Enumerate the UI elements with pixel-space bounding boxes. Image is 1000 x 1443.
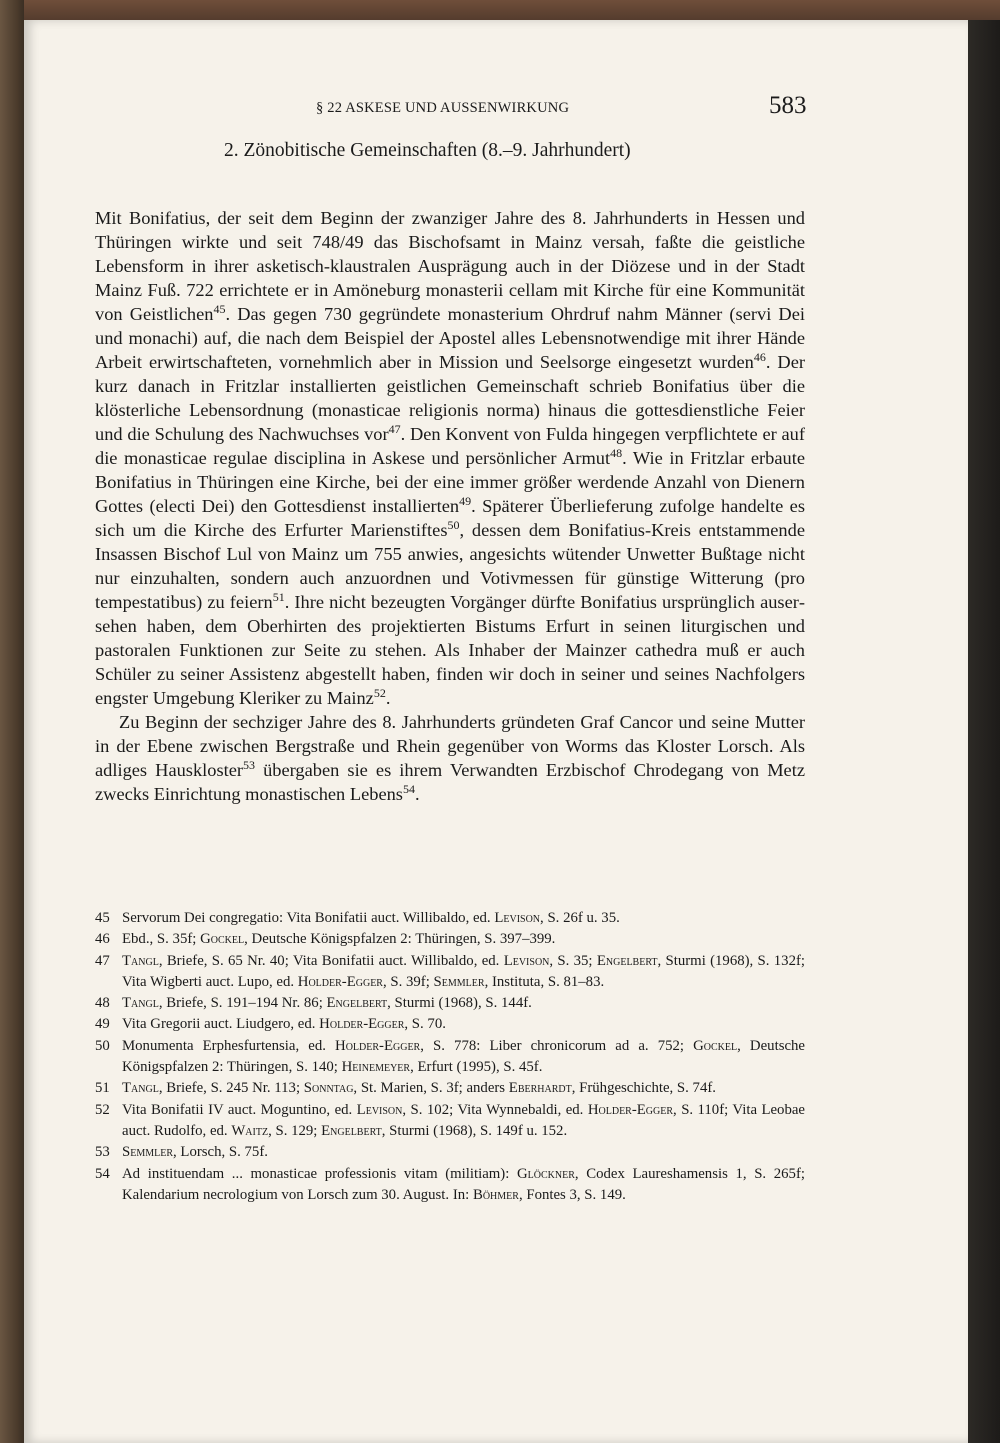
running-head: § 22 ASKESE UND AUSSENWIRKUNG — [316, 100, 570, 116]
footnote-author: Holder-Egger — [587, 1101, 674, 1118]
p1-text-9: . — [385, 688, 391, 708]
footnote-number: 48 — [95, 995, 110, 1012]
footnote-author: Semmler — [122, 1144, 174, 1161]
paragraph-2 — [95, 710, 805, 806]
footnote-author: Gockel — [200, 931, 245, 948]
footnote-text: , Sturmi (1968), S. 149f u. 152. — [381, 1122, 568, 1139]
p2-text-3: . — [414, 784, 420, 804]
footnote-ref-50: 50 — [447, 518, 460, 532]
footnote-author: Gockel — [693, 1037, 738, 1054]
section-heading: 2. Zönobitische Gemeinschaften (8.–9. Jahrhundert) — [224, 140, 631, 161]
footnote-number: 53 — [95, 1144, 110, 1161]
p1-text-2: . Das gegen 730 gegründete monasterium Ohrdruf nahm Männer (servi Dei und monachi) auf, die nach dem Beispiel der Apostel alles Lebensnotwendige mit ihrer Hände Arbeit erwirtschafteten, vornehmlich aber in Mission und Seelsorge eingesetzt wurden — [95, 304, 805, 372]
footnote-author: Holder-Egger — [297, 973, 383, 990]
footnote-author: Holder-Egger — [319, 1016, 405, 1033]
footnote-text: , Frühgeschichte, S. 74f. — [571, 1080, 716, 1097]
footnote-45 — [95, 908, 805, 929]
footnote-text: , Lorsch, S. 75f. — [173, 1144, 268, 1161]
footnote-text: Vita Gregorii auct. Liudgero, ed. — [122, 1016, 320, 1033]
footnote-52 — [95, 1100, 805, 1143]
footnote-text: , Deutsche Königspfalzen 2: Thüringen, S. 397–399. — [244, 931, 556, 948]
footnote-text: , Briefe, S. 245 Nr. 113; — [158, 1080, 304, 1097]
p1-text-8: . Ihre nicht bezeugten Vorgänger dürfte Bonifatius ursprünglich ausersehen haben, dem Oberhirten des projektierten Bistums Erfurt in seinen liturgischen und pastoralen Funktionen zur Seite zu stehen. Als Inhaber der Mainzer cathedra muß er auch Schüler zu seiner Assistenz abgestellt haben, finden wir doch in seiner und seines Nachfolgers engster Umgebung Kleriker zu Mainz — [95, 592, 805, 708]
footnote-number: 51 — [95, 1080, 110, 1097]
footnote-text: , Instituta, S. 81–83. — [484, 973, 605, 990]
p1-text-6: . Späterer Überlieferung zufolge handelte es sich um die Kirche des Erfurter Marienstiftes — [95, 496, 805, 540]
footnote-text: , Erfurt (1995), S. 45f. — [410, 1059, 543, 1076]
footnote-author: Levison — [503, 952, 550, 969]
footnote-author: Tangl — [122, 952, 159, 969]
footnote-ref-49: 49 — [459, 494, 472, 508]
p1-text-1: Mit Bonifatius, der seit dem Beginn der zwanziger Jahre des 8. Jahrhunderts in Hessen und Thüringen wirkte und seit 748/49 das Bischofsamt in Mainz versah, faßte die geistliche Lebensform in ihrer asketisch-klaustralen Ausprägung auch in der Diözese und in der Stadt Mainz Fuß. 722 errichtete er in Amöneburg monasterii cellam mit Kirche für eine Kommunität von Geistlichen — [95, 208, 805, 324]
footnote-text: , Codex Laureshamensis 1, S. 265f; Kalendarium necrologium von Lorsch zum 30. August. In: — [122, 1165, 805, 1203]
footnote-text: Ebd., S. 35f; — [122, 931, 201, 948]
footnote-text: Ad instituendam ... monasticae professionis vitam (militiam): — [122, 1165, 517, 1182]
footnote-text: , S. 70. — [404, 1016, 446, 1033]
footnote-author: Engelbert — [596, 952, 658, 969]
footnote-text: Monumenta Erphesfurtensia, ed. — [122, 1037, 336, 1054]
footnote-author: Waitz — [231, 1122, 269, 1139]
footnote-number: 50 — [95, 1037, 110, 1054]
footnote-author: Böhmer — [472, 1186, 519, 1203]
footnote-author: Engelbert — [326, 995, 388, 1012]
footnote-author: Glöckner — [516, 1165, 575, 1182]
footnote-author: Levison — [356, 1101, 403, 1118]
footnote-author: Sonntag — [303, 1080, 354, 1097]
footnote-text: , S. 110f; Vita Leobae auct. Rudolfo, ed. — [122, 1101, 805, 1139]
footnote-ref-51: 51 — [272, 590, 285, 604]
footnote-author: Tangl — [122, 995, 159, 1012]
footnote-text: , S. 35; — [549, 952, 597, 969]
footnote-ref-47: 47 — [388, 422, 401, 436]
footnotes — [95, 908, 805, 1206]
footnote-number: 46 — [95, 931, 110, 948]
body-text — [95, 206, 805, 806]
footnote-ref-48: 48 — [610, 446, 623, 460]
p1-text-4: . Den Konvent von Fulda hingegen verpflichtete er auf die monasticae regulae disciplina in Askese und persönlicher Armut — [95, 424, 805, 468]
footnote-number: 49 — [95, 1016, 110, 1033]
footnote-text: , S. 102; Vita Wynnebaldi, ed. — [402, 1101, 588, 1118]
p2-text-1: Zu Beginn der sechziger Jahre des 8. Jahrhunderts gründeten Graf Cancor und seine Mutter in der Ebene zwischen Bergstraße und Rhein gegenüber von Worms das Kloster Lorsch. Als adliges Hauskloster — [95, 712, 805, 780]
footnote-author: Heinemeyer — [341, 1059, 411, 1076]
footnote-text: , S. 778: Liber chronicorum ad a. 752; — [420, 1037, 694, 1054]
footnote-47 — [95, 951, 805, 994]
footnote-ref-52: 52 — [373, 686, 386, 700]
p2-text-2: übergaben sie es ihrem Verwandten Erzbischof Chrodegang von Metz zwecks Einrichtung monastischen Lebens — [95, 760, 805, 804]
footnote-author: Holder-Egger — [335, 1037, 421, 1054]
footnote-author: Semmler — [433, 973, 485, 990]
footnote-text: , Deutsche Königspfalzen 2: Thüringen, S. 140; — [122, 1037, 805, 1076]
book-spine — [0, 0, 24, 1443]
footnote-author: Levison — [494, 910, 541, 926]
scan-background — [968, 20, 1000, 1443]
footnote-54 — [95, 1164, 805, 1207]
footnote-ref-46: 46 — [753, 350, 766, 364]
p1-text-7: , dessen dem Bonifatius-Kreis entstammende Insassen Bischof Lul von Mainz um 755 anwies, angesichts wütender Unwetter Bußtage nicht nur einzuhalten, sondern auch anzuordnen und Votivmessen für günstige Witterung (pro tempestatibus) zu feiern — [95, 520, 805, 612]
footnote-text: , S. 26f u. 35. — [540, 910, 620, 926]
footnote-ref-53: 53 — [243, 758, 256, 772]
footnote-author: Tangl — [122, 1080, 159, 1097]
footnote-text: , Fontes 3, S. 149. — [518, 1186, 626, 1203]
footnote-ref-54: 54 — [402, 782, 415, 796]
page-number: 583 — [769, 92, 807, 119]
footnote-text: , S. 129; — [268, 1122, 322, 1139]
footnote-author: Engelbert — [321, 1122, 382, 1139]
footnote-49 — [95, 1014, 805, 1035]
footnote-text: Servorum Dei congregatio: Vita Bonifatii auct. Willibaldo, ed. — [122, 910, 495, 926]
p1-text-5: . Wie in Fritzlar erbaute Bonifatius in Thüringen eine Kirche, bei der eine immer größer werdende Anzahl von Dienern Gottes (electi Dei) den Gottesdienst installierten — [95, 448, 805, 516]
footnote-ref-45: 45 — [213, 302, 226, 316]
footnote-text: Vita Bonifatii IV auct. Moguntino, ed. — [122, 1101, 357, 1118]
footnote-number: 45 — [95, 910, 110, 926]
footnote-number: 52 — [95, 1101, 110, 1118]
footnote-text: , Briefe, S. 65 Nr. 40; Vita Bonifatii auct. Willibaldo, ed. — [158, 952, 504, 969]
paragraph-1 — [95, 206, 805, 710]
footnote-53 — [95, 1142, 805, 1163]
footnote-author: Eberhardt — [508, 1080, 572, 1097]
book-top-edge — [0, 0, 1000, 22]
footnote-text: , S. 39f; — [382, 973, 434, 990]
footnote-text: , St. Marien, S. 3f; anders — [353, 1080, 509, 1097]
footnote-50 — [95, 1036, 805, 1079]
footnote-number: 47 — [95, 952, 110, 969]
footnote-text: , Sturmi (1968), S. 132f; Vita Wigberti auct. Lupo, ed. — [122, 952, 806, 990]
footnote-text: , Sturmi (1968), S. 144f. — [387, 995, 532, 1012]
p1-text-3: . Der kurz danach in Fritzlar installierten geistlichen Gemeinschaft schrieb Bonifatius über die klösterliche Lebensordnung (monasticae religionis norma) hinaus die gottesdienstliche Feier und die Schulung des Nachwuchses vor — [95, 352, 805, 444]
footnote-text: , Briefe, S. 191–194 Nr. 86; — [158, 995, 327, 1012]
footnote-number: 54 — [95, 1165, 110, 1182]
footnote-46 — [95, 929, 805, 950]
footnote-51 — [95, 1078, 805, 1099]
footnote-48 — [95, 993, 805, 1014]
